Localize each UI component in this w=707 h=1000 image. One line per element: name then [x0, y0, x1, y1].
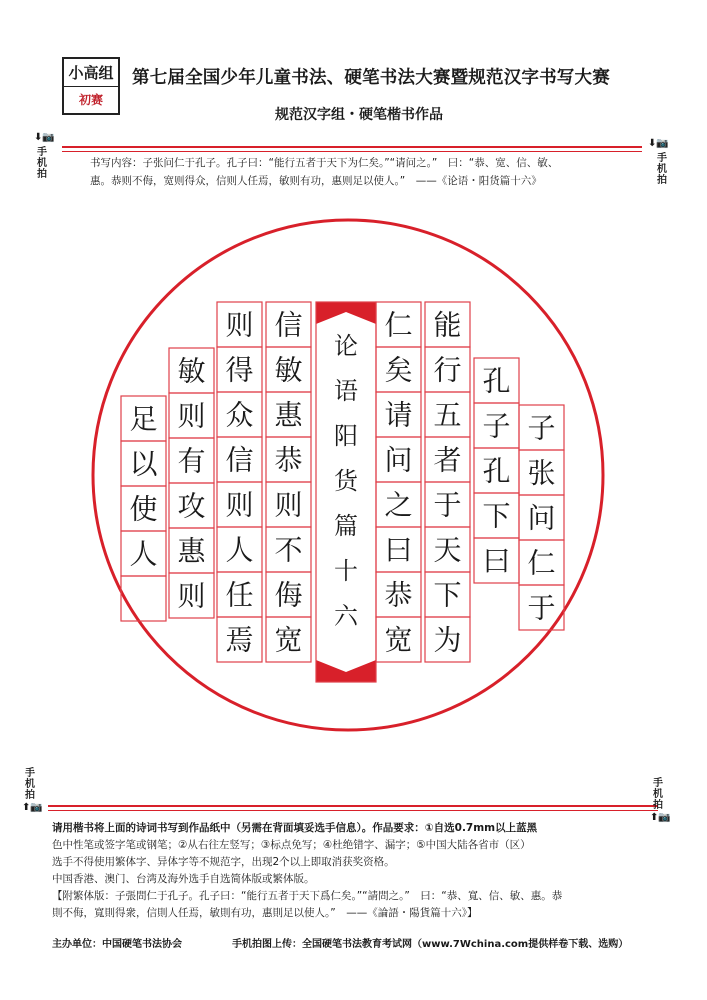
calligraphy-character: 于	[433, 488, 462, 522]
calligraphy-character: 仁	[384, 308, 413, 342]
bottom-divider-line-1	[48, 805, 658, 807]
camera-down-icon: ⬇📷	[648, 138, 669, 149]
calligraphy-character: 则	[225, 488, 254, 522]
title-column-bottom-cap	[316, 660, 376, 682]
calligraphy-character: 曰	[384, 533, 413, 567]
camera-down-icon: ⬇📷	[34, 132, 55, 143]
calligraphy-character: 则	[274, 488, 303, 522]
calligraphy-character: 为	[433, 623, 462, 657]
calligraphy-character: 下	[482, 499, 511, 533]
calligraphy-character: 仁	[527, 546, 556, 580]
calligraphy-character: 惠	[177, 534, 206, 568]
calligraphy-character: 使	[129, 492, 158, 526]
title-column-top-cap	[316, 302, 376, 324]
grid-cell	[121, 576, 166, 621]
title-character: 货	[334, 467, 358, 495]
calligraphy-character: 于	[527, 591, 556, 625]
scan-label-bottom-left: 手机拍	[25, 768, 35, 801]
calligraphy-character: 以	[129, 447, 158, 481]
requirements-block	[52, 820, 662, 922]
requirements-line-1: 请用楷书将上面的诗词书写到作品纸中（另需在背面填妥选手信息）。作品要求：①自选0.7mm以上蓝黑	[52, 822, 538, 834]
requirements-line-5: 【附繁体版：子張問仁于孔子。孔子曰：“能行五者于天下爲仁矣。”“請問之。” 曰：“恭、寬、信、敏、惠。恭	[52, 890, 563, 902]
calligraphy-character: 侮	[274, 578, 303, 612]
calligraphy-character: 请	[384, 398, 413, 432]
calligraphy-character: 则	[177, 579, 206, 613]
calligraphy-character: 人	[129, 537, 158, 571]
calligraphy-character: 则	[225, 308, 254, 342]
calligraphy-character: 敏	[177, 354, 206, 388]
title-character: 论	[334, 332, 358, 360]
calligraphy-character: 者	[433, 443, 462, 477]
calligraphy-character: 曰	[482, 544, 511, 578]
calligraphy-character: 天	[433, 533, 462, 567]
badge-group-label: 小高组	[64, 59, 118, 87]
calligraphy-character: 恭	[384, 578, 413, 612]
calligraphy-character: 子	[527, 411, 556, 445]
calligraphy-character: 问	[527, 501, 556, 535]
title-character: 十	[334, 557, 358, 585]
calligraphy-character: 焉	[225, 623, 254, 657]
calligraphy-character: 敏	[274, 353, 303, 387]
calligraphy-character: 得	[225, 353, 254, 387]
calligraphy-character: 五	[433, 398, 462, 432]
calligraphy-character: 任	[225, 578, 254, 612]
calligraphy-character: 宽	[274, 623, 303, 657]
calligraphy-character: 不	[274, 533, 303, 567]
calligraphy-character: 宽	[384, 623, 413, 657]
page-title: 第七届全国少年儿童书法、硬笔书法大赛暨规范汉字书写大赛	[132, 68, 610, 88]
bottom-divider-line-2	[48, 810, 658, 811]
calligraphy-character: 信	[274, 308, 303, 342]
camera-up-icon: ⬆📷	[22, 802, 43, 813]
calligraphy-character: 众	[225, 398, 254, 432]
calligraphy-character: 孔	[482, 454, 511, 488]
page-subtitle: 规范汉字组・硬笔楷书作品	[275, 107, 443, 123]
calligraphy-character: 恭	[274, 443, 303, 477]
calligraphy-character: 攻	[177, 489, 206, 523]
requirements-line-2: 色中性笔或签字笔或钢笔；②从右往左竖写；③标点免写；④杜绝错字、漏字；⑤中国大陆各省市（区）	[52, 839, 531, 851]
calligraphy-character: 子	[482, 409, 511, 443]
calligraphy-character: 人	[225, 533, 254, 567]
badge-round-label: 初赛	[78, 93, 103, 107]
footer-organizer: 主办单位：中国硬笔书法协会	[52, 939, 182, 950]
content-line-1: 书写内容：子张问仁于孔子。孔子曰：“能行五者于天下为仁矣。”“请问之。” 曰：“恭、宽、信、敏、	[90, 157, 559, 169]
footer-upload-link[interactable]: 手机拍图上传：全国硬笔书法教育考试网（www.7Wchina.com提供样卷下载、选购）	[232, 939, 629, 950]
calligraphy-character: 之	[384, 488, 413, 522]
calligraphy-character: 则	[177, 399, 206, 433]
calligraphy-character: 下	[433, 578, 462, 612]
scan-label-bottom-right: 手机拍	[653, 778, 663, 811]
calligraphy-character: 张	[527, 456, 556, 490]
scan-label-top-right: 手机拍	[657, 153, 667, 186]
title-character: 语	[334, 377, 358, 405]
scan-label-top-left: 手机拍	[37, 147, 47, 180]
title-character: 阳	[334, 422, 358, 450]
requirements-line-3: 选手不得使用繁体字、异体字等不规范字，出现2个以上即取消获奖资格。	[52, 856, 395, 868]
calligraphy-character: 问	[384, 443, 413, 477]
calligraphy-character: 足	[129, 402, 158, 436]
calligraphy-character: 惠	[274, 398, 303, 432]
calligraphy-character: 能	[433, 308, 462, 342]
requirements-line-4: 中国香港、澳门、台湾及海外选手自选简体版或繁体版。	[52, 873, 315, 885]
title-character: 六	[334, 602, 358, 630]
camera-up-icon: ⬆📷	[650, 812, 671, 823]
calligraphy-character: 有	[177, 444, 206, 478]
title-character: 篇	[334, 512, 358, 540]
calligraphy-character: 矣	[384, 353, 413, 387]
calligraphy-character: 孔	[482, 364, 511, 398]
calligraphy-character: 行	[433, 353, 462, 387]
requirements-line-6: 則不侮，寬則得衆，信則人任焉，敏則有功，惠則足以使人。” ——《論語・陽貨篇十六》】	[52, 907, 478, 919]
content-line-2: 惠。恭则不侮，宽则得众，信则人任焉，敏则有功，惠则足以使人。” ——《论语・阳货篇十六》	[90, 175, 542, 187]
calligraphy-character: 信	[225, 443, 254, 477]
